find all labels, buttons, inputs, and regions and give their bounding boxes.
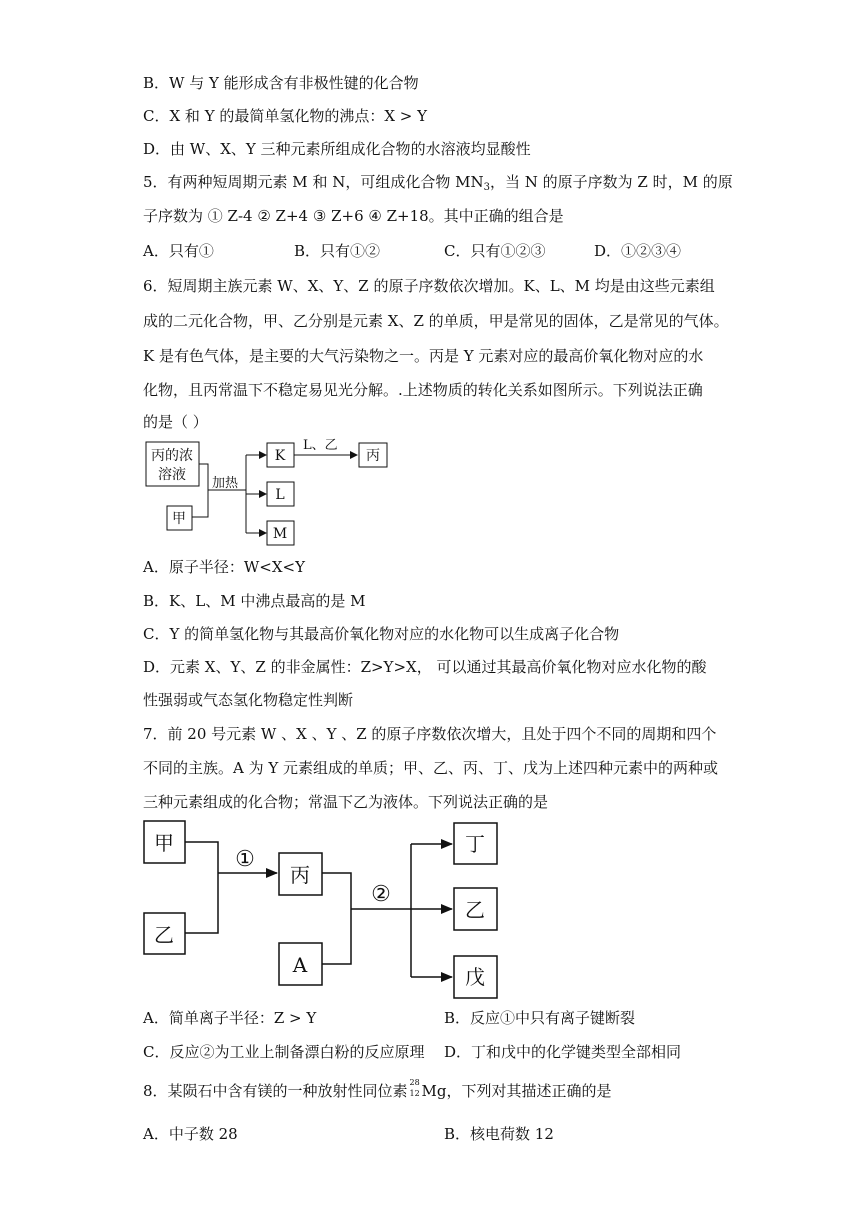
q5-option-a: A．只有① xyxy=(143,242,214,260)
q7-flow-diagram xyxy=(140,818,520,1002)
box-wu-label: 戊 xyxy=(465,965,485,989)
q7-stem-line1: 7．前 20 号元素 W 、X 、Y 、Z 的原子序数依次增大，且处于四个不同的周期和四个 xyxy=(143,725,717,743)
heat-label: 加热 xyxy=(212,476,239,491)
q8-stem xyxy=(143,1078,612,1101)
q4-option-b: B．W 与 Y 能形成含有非极性键的化合物 xyxy=(143,74,419,92)
q5-stem-line2: 子序数为 ① Z-4 ② Z+4 ③ Z+6 ④ Z+18。其中正确的组合是 xyxy=(143,207,564,225)
box-yi-product-label: 乙 xyxy=(465,898,485,922)
box-m-label: M xyxy=(272,526,288,542)
q7-option-a: A．简单离子半径：Z > Y xyxy=(143,1009,317,1027)
box-yi-label: 乙 xyxy=(154,923,174,947)
box-conc-label-2: 溶液 xyxy=(158,467,186,483)
q5-subscript: 3 xyxy=(483,182,490,193)
step1-label: ① xyxy=(235,847,255,872)
q6-stem-line4: 化物，且丙常温下不稳定易见光分解。.上述物质的转化关系如图所示。下列说法正确 xyxy=(143,381,703,399)
q6-stem-line3: K 是有色气体，是主要的大气污染物之一。丙是 Y 元素对应的最高价氧化物对应的水 xyxy=(143,347,704,365)
box-k-label: K xyxy=(274,448,286,464)
q5-stem-line1 xyxy=(143,172,733,198)
q5-option-c: C．只有①②③ xyxy=(444,242,546,260)
q7-stem-line2: 不同的主族。A 为 Y 元素组成的单质；甲、乙、丙、丁、戊为上述四种元素中的两种或 xyxy=(143,759,719,777)
q8-option-b: B．核电荷数 12 xyxy=(444,1125,554,1143)
isotope-notation xyxy=(408,1078,422,1101)
isotope-symbol: Mg xyxy=(421,1082,447,1100)
q4-option-d: D．由 W、X、Y 三种元素所组成化合物的水溶液均显酸性 xyxy=(143,140,531,158)
arrow-label: L、乙 xyxy=(303,438,338,453)
q6-option-c: C．Y 的简单氢化物与其最高价氧化物对应的水化物可以生成离子化合物 xyxy=(143,625,620,643)
q8-stem-a: 8．某陨石中含有镁的一种放射性同位素 xyxy=(143,1082,408,1100)
box-bing-label: 丙 xyxy=(290,863,310,887)
box-ding-label: 丁 xyxy=(465,832,485,856)
q5-stem-a: 5．有两种短周期元素 M 和 N，可组成化合物 MN xyxy=(143,173,484,191)
isotope-atomic-number: 12 xyxy=(409,1089,420,1098)
q5-option-d: D．①②③④ xyxy=(594,242,682,260)
q5-option-b: B．只有①② xyxy=(294,242,381,260)
isotope-mass-number: 28 xyxy=(409,1078,420,1087)
q5-stem-b: ，当 N 的原子序数为 Z 时，M 的原 xyxy=(489,173,733,191)
q7-option-b: B．反应①中只有离子键断裂 xyxy=(444,1009,636,1027)
q8-option-a: A．中子数 28 xyxy=(143,1125,238,1143)
box-jia-label: 甲 xyxy=(154,831,174,855)
box-l-label: L xyxy=(275,487,285,503)
q6-option-d-line2: 性强弱或气态氢化物稳定性判断 xyxy=(143,691,354,709)
q6-option-b: B．K、L、M 中沸点最高的是 M xyxy=(143,592,366,610)
q6-option-a: A．原子半径：W<X<Y xyxy=(143,558,305,576)
q6-stem-line1: 6．短周期主族元素 W、X、Y、Z 的原子序数依次增加。K、L、M 均是由这些元素组 xyxy=(143,277,715,295)
box-a-label: A xyxy=(292,953,308,977)
box-jia-label: 甲 xyxy=(172,511,186,527)
box-conc-label-1: 丙的浓 xyxy=(151,448,193,464)
step2-label: ② xyxy=(371,882,391,907)
q6-stem-line2: 成的二元化合物，甲、乙分别是元素 X、Z 的单质，甲是常见的固体，乙是常见的气体。 xyxy=(143,312,729,330)
box-bing-label: 丙 xyxy=(366,448,380,464)
q8-stem-b: ，下列对其描述正确的是 xyxy=(446,1082,612,1100)
q7-option-c: C．反应②为工业上制备漂白粉的反应原理 xyxy=(143,1043,425,1061)
q7-option-d: D．丁和戊中的化学键类型全部相同 xyxy=(444,1043,682,1061)
q4-option-c: C．X 和 Y 的最简单氢化物的沸点：X > Y xyxy=(143,107,428,125)
q6-option-d-line1: D．元素 X、Y、Z 的非金属性：Z>Y>X， 可以通过其最高价氧化物对应水化物的酸 xyxy=(143,658,707,676)
q6-stem-line5: 的是（ ） xyxy=(143,413,208,431)
q6-flow-diagram xyxy=(140,432,400,550)
q7-stem-line3: 三种元素组成的化合物；常温下乙为液体。下列说法正确的是 xyxy=(143,793,549,811)
